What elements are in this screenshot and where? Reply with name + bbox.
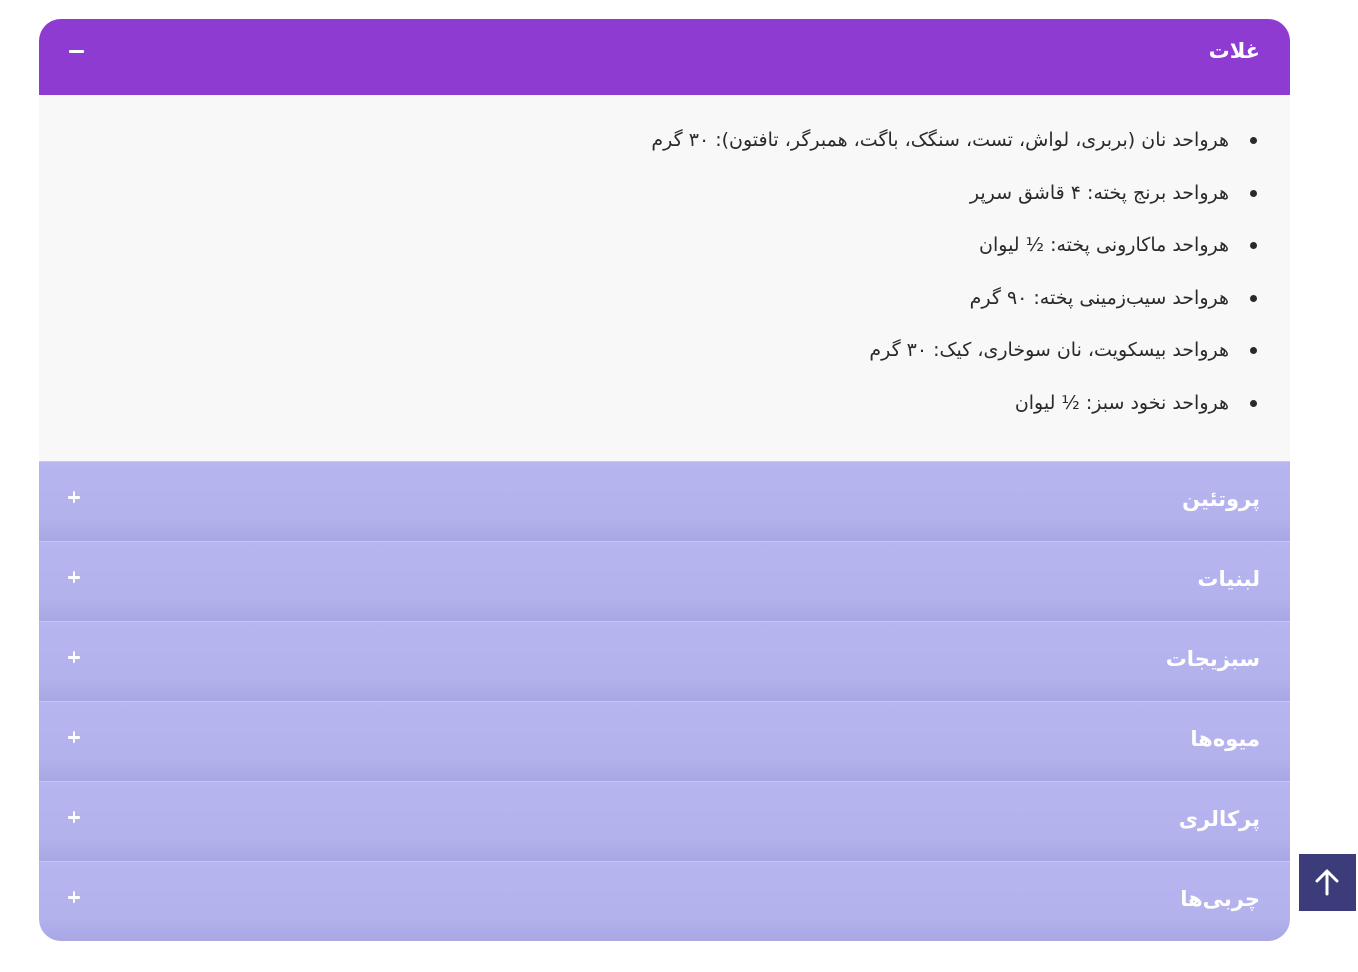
accordion-header-fats[interactable]: [39, 861, 1290, 941]
bullet-icon: [1250, 295, 1257, 302]
grains-list: [651, 121, 1260, 436]
list-item: [651, 121, 1260, 174]
list-item-text: هرواحد ماکارونی پخته: ½ لیوان: [979, 234, 1229, 256]
accordion-title: پروتئین: [1182, 487, 1260, 511]
plus-icon[interactable]: [68, 491, 80, 503]
accordion-title: چربی‌ها: [1180, 887, 1260, 911]
accordion-header-fruits[interactable]: [39, 701, 1290, 781]
list-item: [651, 226, 1260, 279]
accordion-title: میوه‌ها: [1190, 727, 1260, 751]
bullet-icon: [1250, 400, 1257, 407]
plus-icon[interactable]: [68, 891, 80, 903]
accordion-title: غلات: [1208, 39, 1260, 63]
list-item: [651, 331, 1260, 384]
accordion-panel-grains: [39, 95, 1290, 461]
list-item-text: هرواحد نان (بربری، لواش، تست، سنگک، باگت، همبرگر، تافتون): ۳۰ گرم: [651, 129, 1229, 151]
plus-icon[interactable]: [68, 571, 80, 583]
minus-icon[interactable]: [69, 50, 84, 53]
plus-icon[interactable]: [68, 731, 80, 743]
bullet-icon: [1250, 190, 1257, 197]
plus-icon[interactable]: [68, 651, 80, 663]
food-groups-accordion: [39, 19, 1290, 941]
list-item-text: هرواحد سیب‌زمینی پخته: ۹۰ گرم: [969, 286, 1229, 309]
list-item-text: هرواحد بیسکویت، نان سوخاری، کیک: ۳۰ گرم: [869, 339, 1229, 361]
accordion-title: سبزیجات: [1165, 647, 1260, 671]
accordion-header-dairy[interactable]: [39, 541, 1290, 621]
bullet-icon: [1250, 137, 1257, 144]
list-item: [651, 384, 1260, 437]
list-item-text: هرواحد برنج پخته: ۴ قاشق سرپر: [969, 181, 1229, 204]
accordion-header-grains[interactable]: [39, 19, 1290, 95]
bullet-icon: [1250, 347, 1257, 354]
list-item: [651, 174, 1260, 227]
accordion-title: لبنیات: [1197, 567, 1260, 591]
arrow-up-icon: [1314, 868, 1340, 896]
plus-icon[interactable]: [68, 811, 80, 823]
bullet-icon: [1250, 242, 1257, 249]
scroll-to-top-button[interactable]: [1299, 854, 1356, 911]
accordion-title: پرکالری: [1178, 807, 1260, 831]
accordion-header-vegetables[interactable]: [39, 621, 1290, 701]
accordion-header-protein[interactable]: [39, 461, 1290, 541]
list-item-text: هرواحد نخود سبز: ½ لیوان: [1014, 391, 1229, 414]
accordion-header-high-calorie[interactable]: [39, 781, 1290, 861]
list-item: [651, 279, 1260, 332]
